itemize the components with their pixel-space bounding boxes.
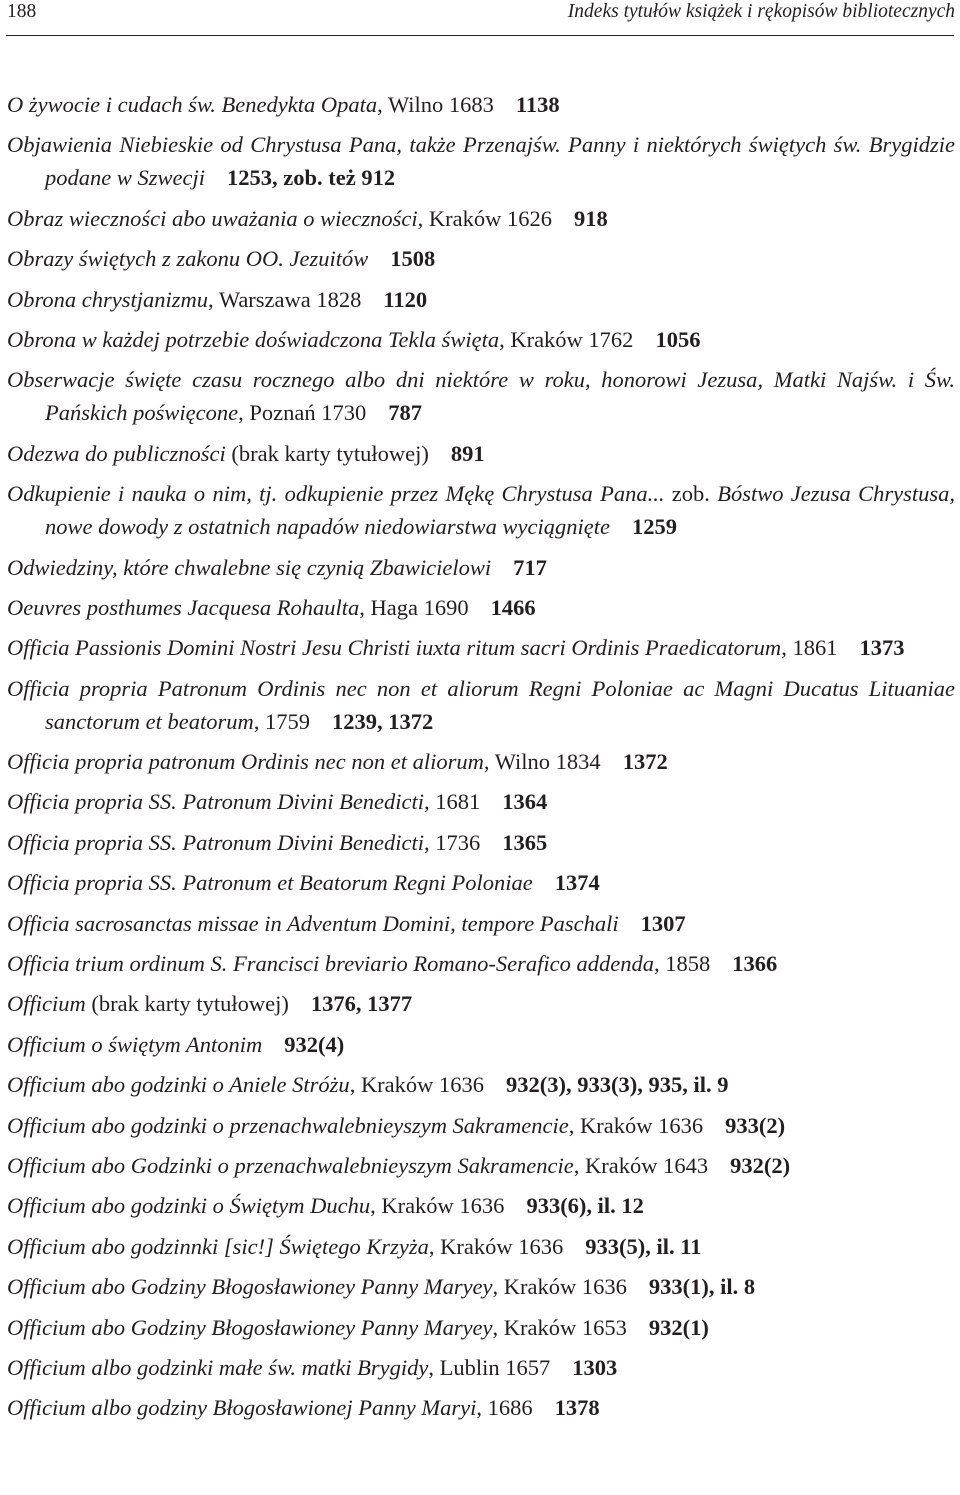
index-entries <box>7 88 955 1432</box>
entry-refs: 1364 <box>502 789 548 815</box>
entry-title: Officium albo godziny Błogosławionej Panny Maryi <box>7 1395 477 1421</box>
entry-imprint: (brak karty tytułowej) <box>225 440 429 466</box>
entry-refs: 1373 <box>859 635 905 661</box>
entry-refs: 933(6), il. 12 <box>526 1193 644 1219</box>
index-entry <box>7 437 955 470</box>
entry-title: Officium abo godzinnki [sic!] Świętego Krzyża <box>7 1233 429 1259</box>
entry-imprint: , 1736 <box>424 829 481 855</box>
entry-imprint: , 1858 <box>654 951 711 977</box>
entry-title: Odezwa do publiczności <box>7 440 226 466</box>
entry-refs: 1376, 1377 <box>310 991 413 1017</box>
entry-refs: 1056 <box>655 326 701 352</box>
entry-title: Obserwacje święte czasu rocznego albo dni niektóre w roku, honorowi Jezusa, Matki Najśw. i Św. Pańskich poświęcone <box>7 367 955 426</box>
index-entry <box>7 363 955 429</box>
entry-title: Officium o świętym Antonim <box>7 1031 263 1057</box>
entry-imprint: , 1681 <box>424 789 481 815</box>
entry-title: Officia sacrosanctas missae in Adventum Domini, tempore Paschali <box>7 910 619 936</box>
entry-imprint: , Warszawa 1828 <box>208 286 362 312</box>
entry-refs: 1307 <box>640 910 686 936</box>
entry-refs: 1239, 1372 <box>331 708 434 734</box>
entry-refs: 933(1), il. 8 <box>648 1274 756 1300</box>
entry-imprint: , Kraków 1643 <box>573 1152 709 1178</box>
index-entry <box>7 1270 955 1303</box>
index-entry <box>7 947 955 980</box>
entry-title: Officium albo godzinki małe św. matki Brygidy <box>7 1354 429 1380</box>
entry-refs: 918 <box>573 205 608 231</box>
entry-title: Officia propria SS. Patronum Divini Benedicti <box>7 789 425 815</box>
index-entry <box>7 477 955 543</box>
entry-title: Obrona w każdej potrzebie doświadczona Tekla święta <box>7 326 500 352</box>
index-entry <box>7 866 955 899</box>
entry-refs: 932(3), 933(3), 935, il. 9 <box>506 1072 729 1098</box>
entry-imprint: , Kraków 1636 <box>370 1193 505 1219</box>
index-entry <box>7 907 955 940</box>
entry-title: Obraz wieczności abo uważania o wieczności <box>7 205 418 231</box>
index-entry <box>7 1068 955 1101</box>
entry-title: Officium abo godzinki o Świętym Duchu <box>7 1193 371 1219</box>
entry-imprint: , 1759 <box>253 708 310 734</box>
entry-imprint: , Wilno 1683 <box>377 92 494 117</box>
entry-title: Officium abo Godziny Błogosławioney Panny Maryey <box>7 1274 493 1300</box>
index-entry <box>7 1109 955 1142</box>
index-entry <box>7 1230 955 1263</box>
entry-imprint: , Kraków 1626 <box>417 205 552 231</box>
entry-refs: 933(2) <box>725 1112 786 1138</box>
entry-title: Officium abo godzinki o przenachwalebnieyszym Sakramencie <box>7 1112 569 1138</box>
entry-refs: 1120 <box>383 286 428 312</box>
index-entry <box>7 323 955 356</box>
page-header <box>0 0 960 36</box>
entry-title: Officium abo Godziny Błogosławioney Panny Maryey <box>7 1314 493 1340</box>
entry-imprint: , Poznań 1730 <box>238 400 367 426</box>
entry-refs: 1466 <box>490 594 536 620</box>
index-entry <box>7 631 955 664</box>
index-entry <box>7 745 955 778</box>
entry-title: Officium abo godzinki o Aniele Stróżu <box>7 1072 350 1098</box>
entry-imprint: , Kraków 1653 <box>492 1314 627 1340</box>
entry-title-continued: Bóstwo Jezusa Chrystusa, nowe dowody z ostatnich napadów niedowiarstwa wyciągnięte <box>45 481 955 540</box>
entry-imprint: , Kraków 1762 <box>499 326 634 352</box>
index-entry <box>7 242 955 275</box>
entry-imprint: , Kraków 1636 <box>349 1072 485 1098</box>
entry-imprint: , Kraków 1636 <box>568 1112 704 1138</box>
index-entry <box>7 785 955 818</box>
index-entry <box>7 283 955 316</box>
index-entry <box>7 202 955 235</box>
entry-refs: 932(1) <box>648 1314 709 1340</box>
entry-refs: 933(5), il. 11 <box>585 1233 702 1259</box>
entry-title: Officia propria patronum Ordinis nec non et aliorum <box>7 749 484 775</box>
index-entry <box>7 987 955 1020</box>
entry-imprint: , Lublin 1657 <box>428 1354 551 1380</box>
entry-title: Objawienia Niebieskie od Chrystusa Pana, także Przenajśw. Panny i niektórych świętych św. Brygidzie podane w Szwecji <box>7 132 955 191</box>
entry-refs: 932(2) <box>730 1152 791 1178</box>
entry-title: Officium abo Godzinki o przenachwalebnieyszym Sakramencie <box>7 1152 574 1178</box>
entry-refs: 1138 <box>515 92 560 117</box>
index-entry <box>7 1028 955 1061</box>
entry-title: Officia Passionis Domini Nostri Jesu Christi iuxta ritum sacri Ordinis Praedicatorum <box>7 635 782 661</box>
entry-refs: 717 <box>513 554 547 580</box>
entry-imprint: , Wilno 1834 <box>483 749 601 775</box>
entry-refs: 1366 <box>732 951 778 977</box>
entry-imprint: , 1686 <box>476 1395 533 1421</box>
entry-refs: 1372 <box>622 749 668 775</box>
entry-refs: 932(4) <box>284 1031 345 1057</box>
entry-refs: 787 <box>388 400 422 426</box>
entry-imprint: , Kraków 1636 <box>492 1274 627 1300</box>
entry-title: Oeuvres posthumes Jacquesa Rohaulta <box>7 594 360 620</box>
index-entry <box>7 1189 955 1222</box>
entry-refs: 1259 <box>631 514 677 540</box>
entry-refs: 1508 <box>390 246 436 272</box>
entry-refs: 1253, zob. też 912 <box>226 165 396 191</box>
entry-title: Obrona chrystjanizmu <box>7 286 209 312</box>
entry-refs: 1378 <box>554 1395 600 1421</box>
index-entry <box>7 1391 955 1424</box>
entry-refs: 1365 <box>502 829 548 855</box>
index-entry <box>7 551 955 584</box>
entry-title: Obrazy świętych z zakonu OO. Jezuitów <box>7 246 369 272</box>
index-entry <box>7 88 955 121</box>
entry-title: Officia trium ordinum S. Francisci breviario Romano-Serafico addenda <box>7 951 655 977</box>
entry-title: Officia propria SS. Patronum et Beatorum Regni Poloniae <box>7 870 533 896</box>
index-entry <box>7 128 955 194</box>
index-entry <box>7 826 955 859</box>
entry-refs: 891 <box>450 440 485 466</box>
index-entry <box>7 1351 955 1384</box>
page-number: 188 <box>7 1 37 22</box>
entry-refs: 1374 <box>554 870 600 896</box>
index-entry <box>7 672 955 738</box>
entry-imprint: , Haga 1690 <box>359 594 469 620</box>
entry-title: Officia propria Patronum Ordinis nec non et aliorum Regni Poloniae ac Magni Ducatus Lituaniae sanctorum et beatorum <box>7 675 955 734</box>
entry-title: Officium <box>7 991 86 1017</box>
entry-title: Odkupienie i nauka o nim, tj. odkupienie przez Mękę Chrystusa Pana... <box>7 481 665 507</box>
header-rule <box>6 35 954 36</box>
entry-refs: 1303 <box>572 1354 618 1380</box>
index-entry <box>7 591 955 624</box>
entry-title: Odwiedziny, które chwalebne się czynią Zbawicielowi <box>7 554 492 580</box>
entry-imprint: , 1861 <box>781 635 838 661</box>
running-title: Indeks tytułów książek i rękopisów bibliotecznych <box>567 1 955 22</box>
entry-imprint: zob. <box>664 481 718 507</box>
entry-title: Officia propria SS. Patronum Divini Benedicti <box>7 829 425 855</box>
index-entry <box>7 1311 955 1344</box>
index-entry <box>7 1149 955 1182</box>
entry-imprint: , Kraków 1636 <box>428 1233 564 1259</box>
entry-imprint: (brak karty tytułowej) <box>85 991 289 1017</box>
entry-title: O żywocie i cudach św. Benedykta Opata <box>7 92 378 117</box>
